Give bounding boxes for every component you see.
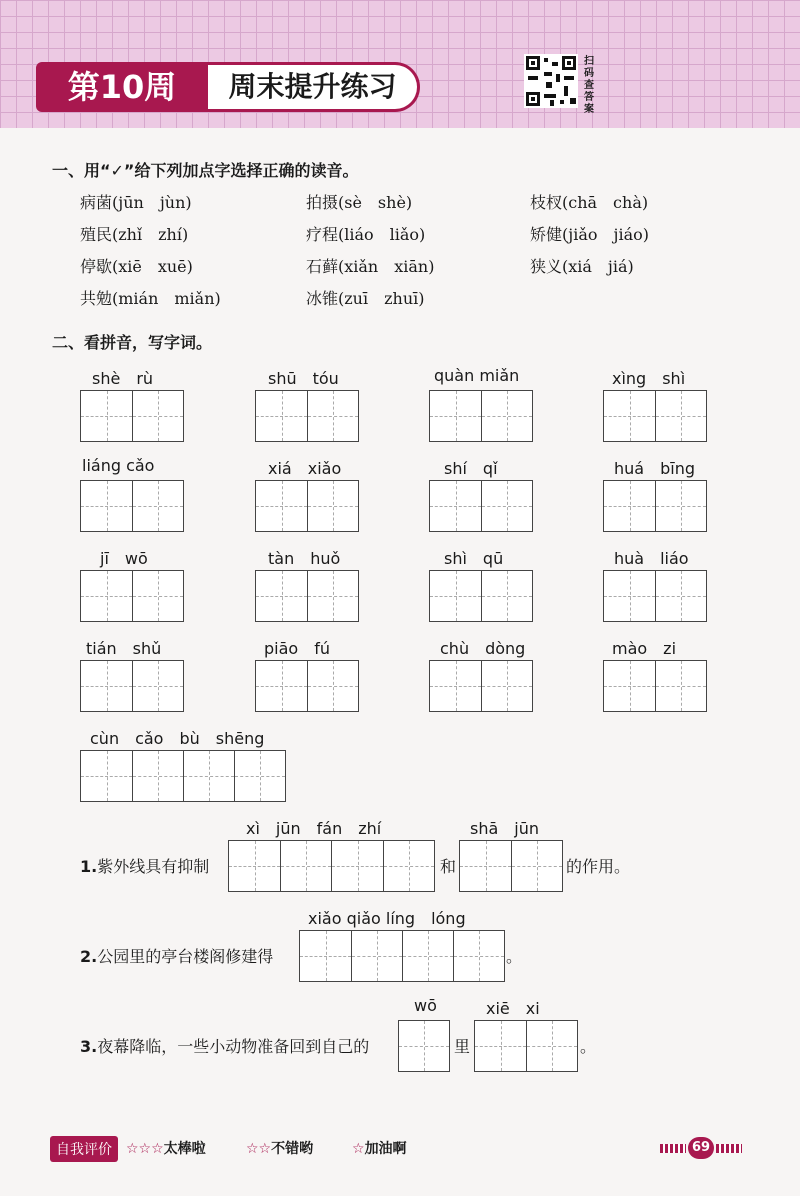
pinyin-label: xìng shì xyxy=(612,369,686,388)
pinyin-label: xiē xi xyxy=(486,999,540,1018)
writing-grid[interactable] xyxy=(80,480,184,532)
pinyin-label: chù dòng xyxy=(440,639,526,658)
writing-grid[interactable] xyxy=(331,840,435,892)
sentence-text: 公园里的亭台楼阁修建得 xyxy=(97,947,274,966)
sentence-3 xyxy=(80,1034,369,1057)
sentence-text: 的作用。 xyxy=(566,857,631,876)
pinyin-label: shā jūn xyxy=(470,819,540,838)
qr-code-icon[interactable] xyxy=(524,54,578,108)
rating-label: 加油啊 xyxy=(364,1141,407,1157)
writing-grid[interactable] xyxy=(474,1020,578,1072)
sentence-2 xyxy=(80,944,273,967)
sentence-text: 。 xyxy=(580,1037,597,1056)
writing-grid[interactable] xyxy=(255,390,359,442)
decor-bar xyxy=(660,1144,686,1153)
writing-grid[interactable] xyxy=(603,660,707,712)
page-number xyxy=(660,1138,742,1158)
writing-grid[interactable] xyxy=(429,480,533,532)
sentence-number: 1. xyxy=(80,857,98,876)
pron-item: 共勉(mián miǎn) xyxy=(80,289,221,308)
writing-grid[interactable] xyxy=(299,930,505,982)
decor-bar xyxy=(716,1144,742,1153)
header-banner xyxy=(0,0,800,128)
writing-grid[interactable] xyxy=(255,660,359,712)
writing-grid[interactable] xyxy=(80,660,184,712)
sentence-text: 夜幕降临，一些小动物准备回到自己的 xyxy=(97,1037,370,1056)
sentence-text: 。 xyxy=(506,947,523,966)
pinyin-label: jī wō xyxy=(100,549,148,568)
sentence-1 xyxy=(80,854,209,877)
sentence-number: 3. xyxy=(80,1037,98,1056)
pinyin-label: cùn cǎo bù shēng xyxy=(90,729,265,748)
writing-grid[interactable] xyxy=(429,390,533,442)
pron-item: 殖民(zhǐ zhí) xyxy=(80,225,189,244)
rating-good[interactable] xyxy=(246,1138,313,1158)
writing-grid[interactable] xyxy=(255,480,359,532)
rating-try[interactable] xyxy=(352,1138,407,1158)
pinyin-label: xiǎo qiǎo líng lóng xyxy=(308,909,466,928)
pron-item: 拍摄(sè shè) xyxy=(306,193,413,212)
pinyin-label: huà liáo xyxy=(614,549,689,568)
pinyin-label: mào zi xyxy=(612,639,677,658)
writing-grid[interactable] xyxy=(429,660,533,712)
pinyin-label: wō xyxy=(414,996,437,1015)
self-eval-tag: 自我评价 xyxy=(50,1136,118,1162)
qr-label: 扫码查答案 xyxy=(584,56,594,115)
pinyin-label: shū tóu xyxy=(268,369,339,388)
pron-item: 病菌(jūn jùn) xyxy=(80,193,192,212)
section-1-title: 一、用“✓”给下列加点字选择正确的读音。 xyxy=(52,161,359,180)
writing-grid[interactable] xyxy=(459,840,563,892)
pinyin-label: huá bīng xyxy=(614,459,695,478)
star-icon: ☆☆☆ xyxy=(126,1141,164,1157)
writing-grid[interactable] xyxy=(603,480,707,532)
pinyin-label: xì jūn fán zhí xyxy=(246,819,382,838)
pinyin-label: liáng cǎo xyxy=(82,456,155,475)
pinyin-label: shí qǐ xyxy=(444,459,498,478)
writing-grid[interactable] xyxy=(603,390,707,442)
pron-item: 冰锥(zuī zhuī) xyxy=(306,289,425,308)
page-subtitle: 周末提升练习 xyxy=(208,62,420,112)
sentence-number: 2. xyxy=(80,947,98,966)
writing-grid[interactable] xyxy=(255,570,359,622)
pron-item: 枝杈(chā chà) xyxy=(530,193,649,212)
sentence-text: 和 xyxy=(440,857,457,876)
pinyin-label: xiá xiǎo xyxy=(268,459,342,478)
writing-grid[interactable] xyxy=(429,570,533,622)
pinyin-label: shè rù xyxy=(92,369,154,388)
star-icon: ☆ xyxy=(352,1141,365,1157)
section-2-title: 二、看拼音，写字词。 xyxy=(52,333,213,352)
rating-label: 不错哟 xyxy=(271,1141,314,1157)
star-icon: ☆☆ xyxy=(246,1141,272,1157)
writing-grid[interactable] xyxy=(80,570,184,622)
writing-grid[interactable] xyxy=(80,390,184,442)
sentence-text: 里 xyxy=(454,1037,471,1056)
writing-grid[interactable] xyxy=(80,750,286,802)
writing-grid[interactable] xyxy=(603,570,707,622)
pron-item: 狭义(xiá jiá) xyxy=(530,257,634,276)
pron-item: 疗程(liáo liǎo) xyxy=(306,225,426,244)
writing-grid[interactable] xyxy=(228,840,332,892)
pron-item: 停歇(xiē xuē) xyxy=(80,257,193,276)
sentence-text: 紫外线具有抑制 xyxy=(97,857,210,876)
rating-label: 太棒啦 xyxy=(163,1141,206,1157)
pron-item: 矫健(jiǎo jiáo) xyxy=(530,225,649,244)
pinyin-label: tián shǔ xyxy=(86,639,162,658)
page-number-text: 69 xyxy=(688,1137,714,1159)
pinyin-label: quàn miǎn xyxy=(434,366,520,385)
pron-item: 石藓(xiǎn xiān) xyxy=(306,257,435,276)
rating-great[interactable] xyxy=(126,1138,206,1158)
week-badge: 第10周 xyxy=(36,62,208,112)
writing-grid[interactable] xyxy=(398,1020,450,1072)
pinyin-label: shì qū xyxy=(444,549,504,568)
pinyin-label: piāo fú xyxy=(264,639,330,658)
pinyin-label: tàn huǒ xyxy=(268,549,341,568)
